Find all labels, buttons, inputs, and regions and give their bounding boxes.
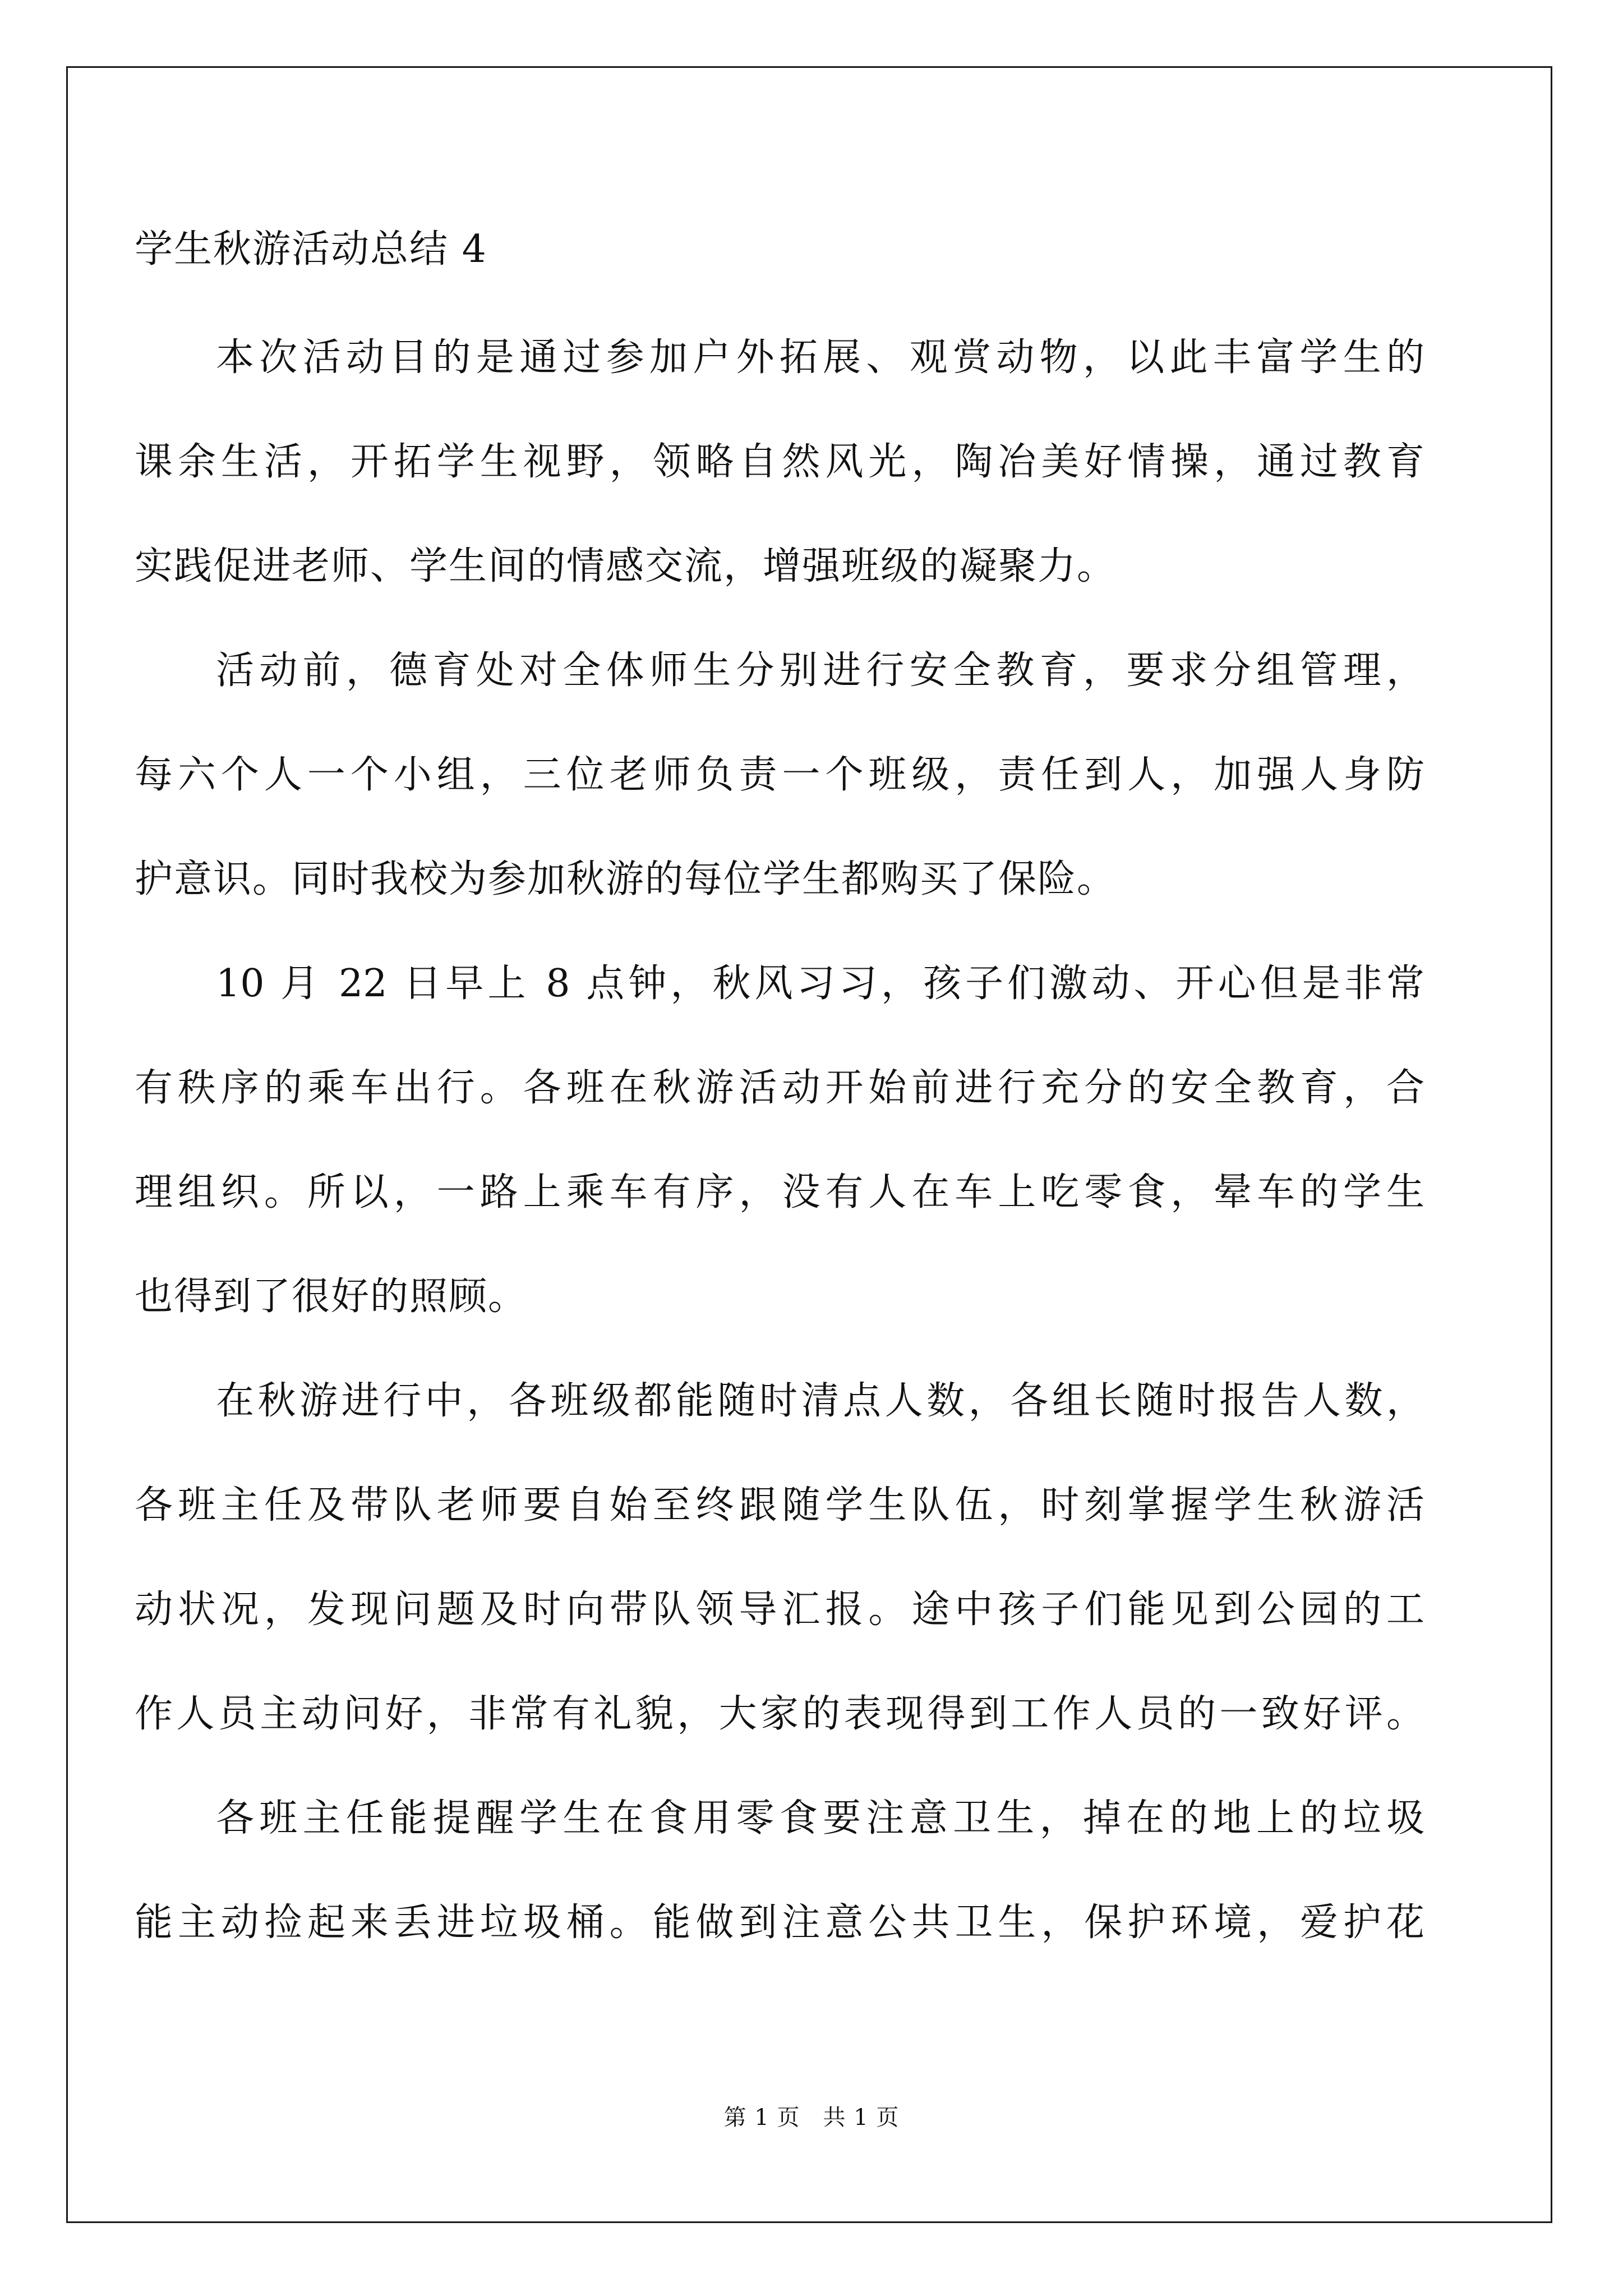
paragraph-3-line-4: 也得到了很好的照顾。	[135, 1274, 528, 1319]
paragraph-1-line-3: 实践促进老师、学生间的情感交流，增强班级的凝聚力。	[135, 544, 1117, 588]
paragraph-1-line-1: 本次活动目的是通过参加户外拓展、观赏动物，以此丰富学生的	[216, 335, 1424, 380]
paragraph-5-line-1: 各班主任能提醒学生在食用零食要注意卫生，掉在的地上的垃圾	[216, 1796, 1424, 1841]
paragraph-3-line-2: 有秩序的乘车出行。各班在秋游活动开始前进行充分的安全教育，合	[135, 1066, 1424, 1110]
paragraph-1-line-2: 课余生活，开拓学生视野，领略自然风光，陶冶美好情操，通过教育	[135, 440, 1424, 484]
paragraph-4-line-3: 动状况，发现问题及时向带队领导汇报。途中孩子们能见到公园的工	[135, 1588, 1424, 1632]
paragraph-3-line-3: 理组织。所以，一路上乘车有序，没有人在车上吃零食，晕车的学生	[135, 1170, 1424, 1214]
paragraph-2-line-2: 每六个人一个小组，三位老师负责一个班级，责任到人，加强人身防	[135, 753, 1424, 797]
paragraph-4-line-1: 在秋游进行中，各班级都能随时清点人数，各组长随时报告人数，	[216, 1379, 1424, 1423]
paragraph-3-line-1: 10 月 22 日早上 8 点钟，秋风习习，孩子们激动、开心但是非常	[216, 961, 1424, 1006]
page-footer: 第 1 页 共 1 页	[723, 2105, 900, 2131]
paragraph-4-line-4: 作人员主动问好，非常有礼貌，大家的表现得到工作人员的一致好评。	[135, 1692, 1424, 1736]
page-border	[66, 66, 1552, 2223]
paragraph-5-line-2: 能主动捡起来丢进垃圾桶。能做到注意公共卫生，保护环境，爱护花	[135, 1901, 1424, 1945]
paragraph-2-line-3: 护意识。同时我校为参加秋游的每位学生都购买了保险。	[135, 857, 1117, 901]
paragraph-4-line-2: 各班主任及带队老师要自始至终跟随学生队伍，时刻掌握学生秋游活	[135, 1483, 1424, 1527]
document-title: 学生秋游活动总结 4	[135, 227, 487, 272]
paragraph-2-line-1: 活动前，德育处对全体师生分别进行安全教育，要求分组管理，	[216, 648, 1424, 693]
